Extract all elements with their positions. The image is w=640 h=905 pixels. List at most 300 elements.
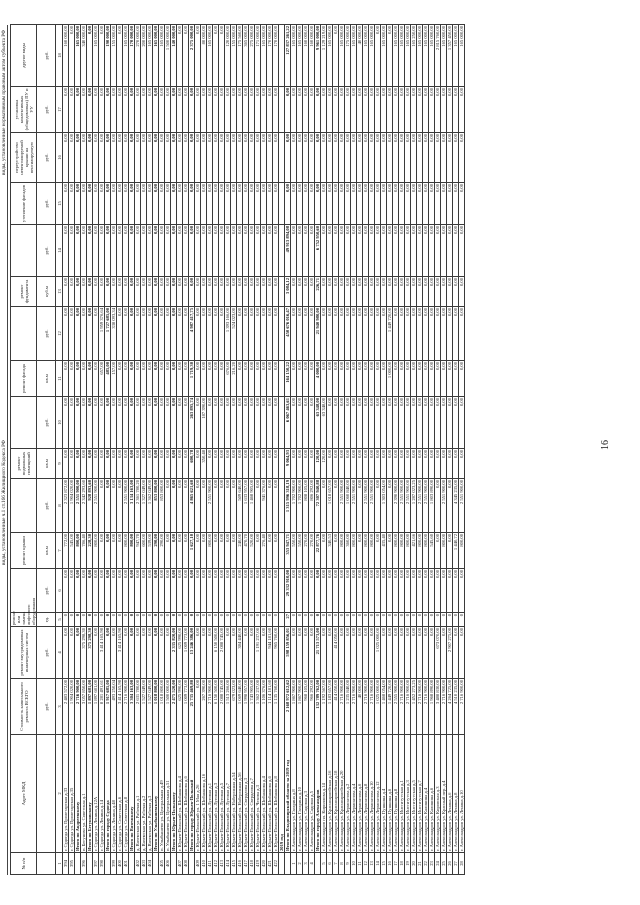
table-cell: 0,00: [147, 397, 153, 449]
table-cell: 0,00: [387, 183, 393, 225]
table-cell: 0,00: [327, 307, 333, 361]
table-cell: 1 000,00: [387, 361, 393, 397]
column-header-18: другие виды: [11, 25, 37, 87]
table-cell: 2 551 900,00: [207, 479, 213, 533]
table-cell: 0,00: [69, 133, 75, 183]
table-cell: 0,00: [303, 569, 309, 613]
table-cell: 0,00: [201, 277, 207, 307]
table-cell: 0,00: [87, 307, 93, 361]
table-cell: 0,00: [237, 397, 243, 449]
table-cell: 0,00: [375, 183, 381, 225]
table-cell: 0,00: [147, 361, 153, 397]
table-cell: 0,00: [171, 569, 177, 613]
table-cell: 0,00: [441, 449, 447, 479]
table-cell: 0,00: [171, 533, 177, 569]
table-cell: 0,00: [243, 449, 249, 479]
table-cell: 127 837 261,22: [285, 25, 291, 87]
table-cell: 0,00: [297, 397, 303, 449]
table-cell: 2 551 900,00: [399, 479, 405, 533]
table-cell: 0,00: [333, 307, 339, 361]
table-cell: 2 551 900,00: [75, 479, 81, 533]
table-cell: 414: [225, 853, 231, 875]
table-cell: 0,00: [363, 183, 369, 225]
table-cell: 0,00: [237, 183, 243, 225]
column-index-14: 14: [56, 225, 63, 277]
table-cell: 170 000,00: [129, 25, 135, 87]
table-cell: 0,00: [375, 133, 381, 183]
table-cell: 165 000,00: [159, 25, 165, 87]
table-cell: 0: [141, 613, 147, 627]
table-cell: 0,00: [303, 397, 309, 449]
table-cell: 0,00: [261, 183, 267, 225]
table-cell: 0,00: [303, 133, 309, 183]
table-cell: 808 105,00: [303, 479, 309, 533]
table-cell: г. Александров ул. Красный пер. д.4: [441, 735, 447, 853]
table-cell: 0,00: [411, 307, 417, 361]
table-cell: 0,00: [267, 225, 273, 277]
table-cell: 165 000,00: [147, 25, 153, 87]
table-cell: 0,00: [309, 397, 315, 449]
table-cell: 0,00: [423, 397, 429, 449]
table-cell: 0,00: [135, 397, 141, 449]
table-cell: 0,00: [303, 361, 309, 397]
table-cell: 0,00: [357, 307, 363, 361]
table-cell: 0,00: [339, 277, 345, 307]
table-cell: 0,00: [261, 277, 267, 307]
table-cell: 0,00: [321, 533, 327, 569]
table-cell: 0,00: [453, 361, 459, 397]
table-cell: 1 183 657,00: [327, 679, 333, 735]
table-cell: 0,00: [399, 627, 405, 679]
table-cell: 0,00: [123, 133, 129, 183]
table-cell: 0,00: [267, 479, 273, 533]
table-cell: 165 000,00: [381, 25, 387, 87]
column-header-16: переустройство невентилируемой крыши на вентилируемую: [11, 133, 37, 183]
table-cell: 0,00: [297, 277, 303, 307]
table-cell: 0,00: [369, 307, 375, 361]
table-cell: 0,00: [351, 627, 357, 679]
table-cell: 4 987 417,75: [189, 307, 195, 361]
table-cell: 0,00: [339, 133, 345, 183]
table-cell: г. Александров ул. Институтская д.3: [405, 735, 411, 853]
table-cell: 1 998 957,00: [243, 679, 249, 735]
table-cell: 0,00: [417, 87, 423, 133]
table-cell: 0,00: [135, 361, 141, 397]
table-cell: 0,00: [81, 183, 87, 225]
table-cell: п. Улыбышево ул. Центральная д.49: [159, 735, 165, 853]
table-cell: 0,00: [141, 397, 147, 449]
table-cell: г. Судогда ул. Ленина д.14: [99, 735, 105, 853]
table-cell: 0: [459, 613, 465, 627]
table-cell: 0,00: [375, 533, 381, 569]
table-cell: 0,00: [303, 183, 309, 225]
table-cell: 165 000,00: [393, 25, 399, 87]
table-cell: 0: [399, 613, 405, 627]
table-cell: 0,00: [243, 361, 249, 397]
table-cell: 0,00: [273, 133, 279, 183]
table-cell: 13 246 386,00: [189, 627, 195, 679]
table-cell: 0,00: [159, 277, 165, 307]
table-cell: 0,00: [249, 307, 255, 361]
table-cell: 0: [417, 613, 423, 627]
table-cell: 0,00: [339, 569, 345, 613]
table-cell: 0,00: [213, 277, 219, 307]
table-cell: 0,00: [99, 87, 105, 133]
table-cell: 21 713 573,00: [315, 627, 321, 679]
table-cell: 0,00: [261, 87, 267, 133]
table-cell: 0,00: [195, 87, 201, 133]
table-cell: 0,00: [105, 277, 111, 307]
table-cell: 0,00: [231, 133, 237, 183]
table-cell: 0,00: [123, 627, 129, 679]
table-cell: 800,00: [75, 533, 81, 569]
table-cell: 0,00: [135, 87, 141, 133]
table-cell: 0: [135, 613, 141, 627]
table-cell: 2019 год: [279, 735, 285, 853]
table-cell: 0,00: [429, 87, 435, 133]
table-cell: 0,00: [315, 133, 321, 183]
table-cell: 13: [369, 853, 375, 875]
table-cell: 0,00: [129, 307, 135, 361]
column-index-7: 7: [56, 533, 63, 569]
table-cell: 0,00: [189, 569, 195, 613]
table-cell: 0,00: [153, 361, 159, 397]
table-cell: 800,00: [129, 533, 135, 569]
table-cell: 0,00: [231, 569, 237, 613]
table-cell: 450 676 016,47: [285, 307, 291, 361]
table-cell: 3 488 830,00: [435, 679, 441, 735]
table-cell: 0,00: [387, 25, 393, 87]
table-cell: 0,00: [249, 627, 255, 679]
table-cell: 0,00: [291, 307, 297, 361]
table-cell: 27: [453, 853, 459, 875]
table-cell: 1 135 760,00: [273, 679, 279, 735]
table-cell: 10: [351, 853, 357, 875]
table-cell: 0,00: [111, 627, 117, 679]
table-cell: 0,00: [351, 225, 357, 277]
table-cell: 0,00: [381, 225, 387, 277]
table-cell: 0: [393, 613, 399, 627]
table-cell: 0,00: [111, 133, 117, 183]
table-cell: 800,00: [363, 533, 369, 569]
table-cell: 0,00: [117, 183, 123, 225]
table-cell: 0,00: [291, 449, 297, 479]
unit-label-12: руб.: [37, 307, 56, 361]
table-cell: 0,00: [207, 361, 213, 397]
table-cell: 0,00: [69, 361, 75, 397]
table-cell: 24: [435, 853, 441, 875]
table-cell: 0,00: [369, 87, 375, 133]
column-header-14: [11, 225, 37, 277]
table-cell: 0,00: [201, 533, 207, 569]
table-cell: 0,00: [135, 449, 141, 479]
table-cell: 0: [159, 613, 165, 627]
table-cell: 0,00: [321, 87, 327, 133]
column-index-4: 4: [56, 627, 63, 679]
table-cell: 0: [327, 613, 333, 627]
table-cell: 0,00: [405, 87, 411, 133]
table-cell: 0,00: [255, 307, 261, 361]
table-cell: 673 070,00: [435, 627, 441, 679]
table-cell: 1 106 376,00: [261, 679, 267, 735]
table-cell: 165 000,00: [399, 25, 405, 87]
table-cell: 396: [81, 853, 87, 875]
table-cell: 0,00: [393, 87, 399, 133]
table-cell: 0,00: [159, 449, 165, 479]
table-cell: 0,00: [129, 87, 135, 133]
table-cell: Итого по городу Судогда: [105, 735, 111, 853]
table-cell: 0,00: [435, 183, 441, 225]
table-cell: 413: [219, 853, 225, 875]
table-cell: 0,00: [315, 183, 321, 225]
table-cell: 0,00: [387, 533, 393, 569]
table-cell: 0,00: [405, 133, 411, 183]
table-cell: 853 800,00: [153, 479, 159, 533]
table-cell: 0,00: [375, 479, 381, 533]
table-cell: 414 050,00: [333, 627, 339, 679]
table-cell: 0,00: [165, 449, 171, 479]
table-cell: 0,00: [195, 133, 201, 183]
table-cell: 0,00: [441, 569, 447, 613]
table-cell: 0,00: [381, 307, 387, 361]
table-cell: 0,00: [267, 449, 273, 479]
column-index-15: 15: [56, 183, 63, 225]
table-cell: 0,00: [405, 361, 411, 397]
table-cell: 0,00: [69, 569, 75, 613]
table-cell: 0,00: [105, 225, 111, 277]
table-cell: 417: [243, 853, 249, 875]
table-cell: 0,00: [369, 627, 375, 679]
table-cell: 165 000,00: [351, 25, 357, 87]
table-cell: 0,00: [405, 569, 411, 613]
table-cell: 0,00: [219, 25, 225, 87]
table-cell: 350,48: [201, 449, 207, 479]
table-cell: 0,00: [339, 87, 345, 133]
table-cell: 0,00: [393, 627, 399, 679]
table-cell: 0,00: [327, 183, 333, 225]
table-cell: 0,00: [207, 627, 213, 679]
table-cell: 0,00: [147, 569, 153, 613]
column-header-11: ремонт фасада: [11, 361, 37, 397]
table-cell: 0,00: [111, 449, 117, 479]
table-cell: Итого по городу Юрьев-Польский: [189, 735, 195, 853]
table-cell: 0: [195, 613, 201, 627]
table-cell: 0,00: [315, 569, 321, 613]
unit-label-11: кв.м: [37, 361, 56, 397]
table-cell: 0,00: [351, 449, 357, 479]
table-cell: 0,00: [273, 533, 279, 569]
table-cell: 0,00: [183, 479, 189, 533]
table-cell: 0,00: [63, 569, 69, 613]
table-cell: 0,00: [63, 307, 69, 361]
table-cell: 0,00: [267, 87, 273, 133]
table-cell: 0,00: [237, 133, 243, 183]
table-cell: 0: [267, 613, 273, 627]
table-cell: 0,00: [147, 133, 153, 183]
table-cell: 0,00: [219, 479, 225, 533]
table-cell: 165 000,00: [75, 25, 81, 87]
table-cell: 0,00: [429, 307, 435, 361]
table-cell: 0,00: [291, 569, 297, 613]
table-cell: 0,00: [333, 87, 339, 133]
table-cell: 800,00: [393, 533, 399, 569]
table-cell: 0,00: [129, 277, 135, 307]
table-cell: 0: [207, 613, 213, 627]
table-cell: 0,00: [225, 225, 231, 277]
table-cell: 0,00: [249, 277, 255, 307]
table-cell: 853 800,00: [159, 479, 165, 533]
table-cell: 165 000,00: [441, 25, 447, 87]
table-cell: 0,00: [171, 133, 177, 183]
table-cell: 493 250,04: [111, 679, 117, 735]
table-cell: 0,00: [135, 225, 141, 277]
table-cell: 0,00: [195, 627, 201, 679]
table-cell: 0,00: [135, 307, 141, 361]
table-cell: 0,00: [111, 183, 117, 225]
table-cell: 0,00: [321, 183, 327, 225]
table-cell: 0,00: [249, 397, 255, 449]
table-cell: 0,00: [63, 277, 69, 307]
table-cell: 0,00: [213, 569, 219, 613]
table-cell: 2 551 900,00: [441, 479, 447, 533]
table-cell: 0,00: [453, 183, 459, 225]
table-cell: 0,00: [153, 87, 159, 133]
table-cell: 0,00: [69, 307, 75, 361]
table-cell: 0,00: [345, 627, 351, 679]
table-cell: 40 000,00: [357, 25, 363, 87]
table-cell: 0,00: [231, 479, 237, 533]
table-cell: 0,00: [393, 277, 399, 307]
unit-label-14: руб.: [37, 225, 56, 277]
table-cell: г. Александров ул. Лермонтова д.4: [351, 735, 357, 853]
table-cell: 0,00: [351, 569, 357, 613]
table-cell: 0,00: [183, 87, 189, 133]
table-cell: 0,00: [321, 479, 327, 533]
table-cell: 25 735 469,80: [189, 679, 195, 735]
table-cell: г. Судогда ул. Советская д.6: [117, 735, 123, 853]
table-cell: 1 959 376,64: [99, 307, 105, 361]
table-cell: 0,00: [219, 397, 225, 449]
table-cell: 0,00: [393, 133, 399, 183]
table-cell: г. Александров ул. Кировская д.3: [435, 735, 441, 853]
table-cell: 0,00: [171, 479, 177, 533]
table-cell: 2 716 900,00: [399, 679, 405, 735]
table-cell: г. Александров ул. Пушкина д.4: [381, 735, 387, 853]
table-cell: 394: [63, 853, 69, 875]
table-cell: 1 327 049,00: [141, 479, 147, 533]
table-cell: 0,00: [273, 397, 279, 449]
table-cell: 165 000,00: [417, 25, 423, 87]
column-index-17: 17: [56, 87, 63, 133]
table-cell: 397: [93, 853, 99, 875]
table-cell: 0,00: [213, 25, 219, 87]
table-cell: 6 150 500,00: [213, 679, 219, 735]
table-cell: 0,00: [303, 87, 309, 133]
header-row: [11, 25, 37, 875]
table-cell: 485,00: [105, 361, 111, 397]
table-cell: 0,00: [255, 133, 261, 183]
table-cell: 0: [429, 613, 435, 627]
table-cell: 0,00: [105, 183, 111, 225]
table-cell: 175 000,00: [345, 25, 351, 87]
table-cell: г. Юрьев-Польский ул. Свердлова д.7: [249, 735, 255, 853]
table-cell: 0,00: [153, 307, 159, 361]
table-cell: 0,00: [297, 449, 303, 479]
table-cell: 1 702 900,00: [291, 479, 297, 533]
table-cell: 0,00: [231, 533, 237, 569]
table-cell: 550,00: [291, 533, 297, 569]
table-cell: 800,00: [339, 533, 345, 569]
table-cell: г. Юрьев-Польский ул. Шибанкова д.6: [267, 735, 273, 853]
table-cell: 2 551 900,00: [405, 479, 411, 533]
table-cell: 0,00: [375, 361, 381, 397]
table-cell: 0,00: [447, 225, 453, 277]
table-cell: 0,00: [183, 133, 189, 183]
table-cell: 0,00: [345, 87, 351, 133]
table-cell: 0,00: [357, 533, 363, 569]
table-cell: 0,00: [309, 627, 315, 679]
table-cell: 0,00: [267, 361, 273, 397]
table-cell: 0,00: [141, 627, 147, 679]
table-cell: 406: [165, 853, 171, 875]
table-cell: 0,00: [339, 225, 345, 277]
table-cell: 0,00: [117, 307, 123, 361]
table-cell: 0,00: [195, 25, 201, 87]
column-index-1: 1: [56, 853, 63, 875]
table-cell: Итого по Вяземскому: [129, 735, 135, 853]
table-cell: 63 348,00: [321, 397, 327, 449]
table-cell: 800,00: [441, 533, 447, 569]
table-cell: 0,00: [333, 397, 339, 449]
table-cell: 0,00: [357, 361, 363, 397]
table-cell: 0,00: [321, 627, 327, 679]
table-cell: 0: [321, 613, 327, 627]
table-cell: 0,00: [123, 225, 129, 277]
table-cell: 2 716 900,00: [369, 679, 375, 735]
table-cell: 40 000,00: [357, 679, 363, 735]
table-cell: 676,00: [225, 361, 231, 397]
table-cell: 0,00: [411, 87, 417, 133]
table-cell: 0,00: [183, 397, 189, 449]
table-cell: 1 025 000,00: [375, 627, 381, 679]
table-cell: 0,00: [369, 397, 375, 449]
table-cell: 657,00: [99, 361, 105, 397]
table-cell: 2 716 900,00: [441, 679, 447, 735]
table-cell: 545,60: [429, 533, 435, 569]
table-cell: 0,00: [165, 133, 171, 183]
table-cell: 0,00: [297, 133, 303, 183]
table-cell: г. Судогда ул. Ленина д.12А: [93, 735, 99, 853]
table-cell: 0,00: [207, 307, 213, 361]
table-cell: 0,00: [111, 87, 117, 133]
column-header-4: ремонт внутридомовых инженерных систем: [11, 627, 37, 679]
table-cell: 0,00: [357, 277, 363, 307]
table-cell: 0,00: [75, 183, 81, 225]
table-cell: 0,00: [417, 397, 423, 449]
table-cell: 2 555 900,00: [393, 679, 399, 735]
table-cell: 0,00: [303, 307, 309, 361]
table-cell: 0,00: [63, 225, 69, 277]
table-cell: 0,00: [201, 479, 207, 533]
table-cell: 0,00: [231, 183, 237, 225]
table-cell: 0,00: [261, 627, 267, 679]
table-cell: г. Юрьев-Польский ул. Шибанкова д.6: [183, 735, 189, 853]
table-cell: 0,00: [183, 225, 189, 277]
table-cell: 0,00: [297, 627, 303, 679]
table-cell: 1 449 720,00: [387, 307, 393, 361]
table-cell: 0,00: [129, 397, 135, 449]
table-cell: 0,00: [213, 87, 219, 133]
